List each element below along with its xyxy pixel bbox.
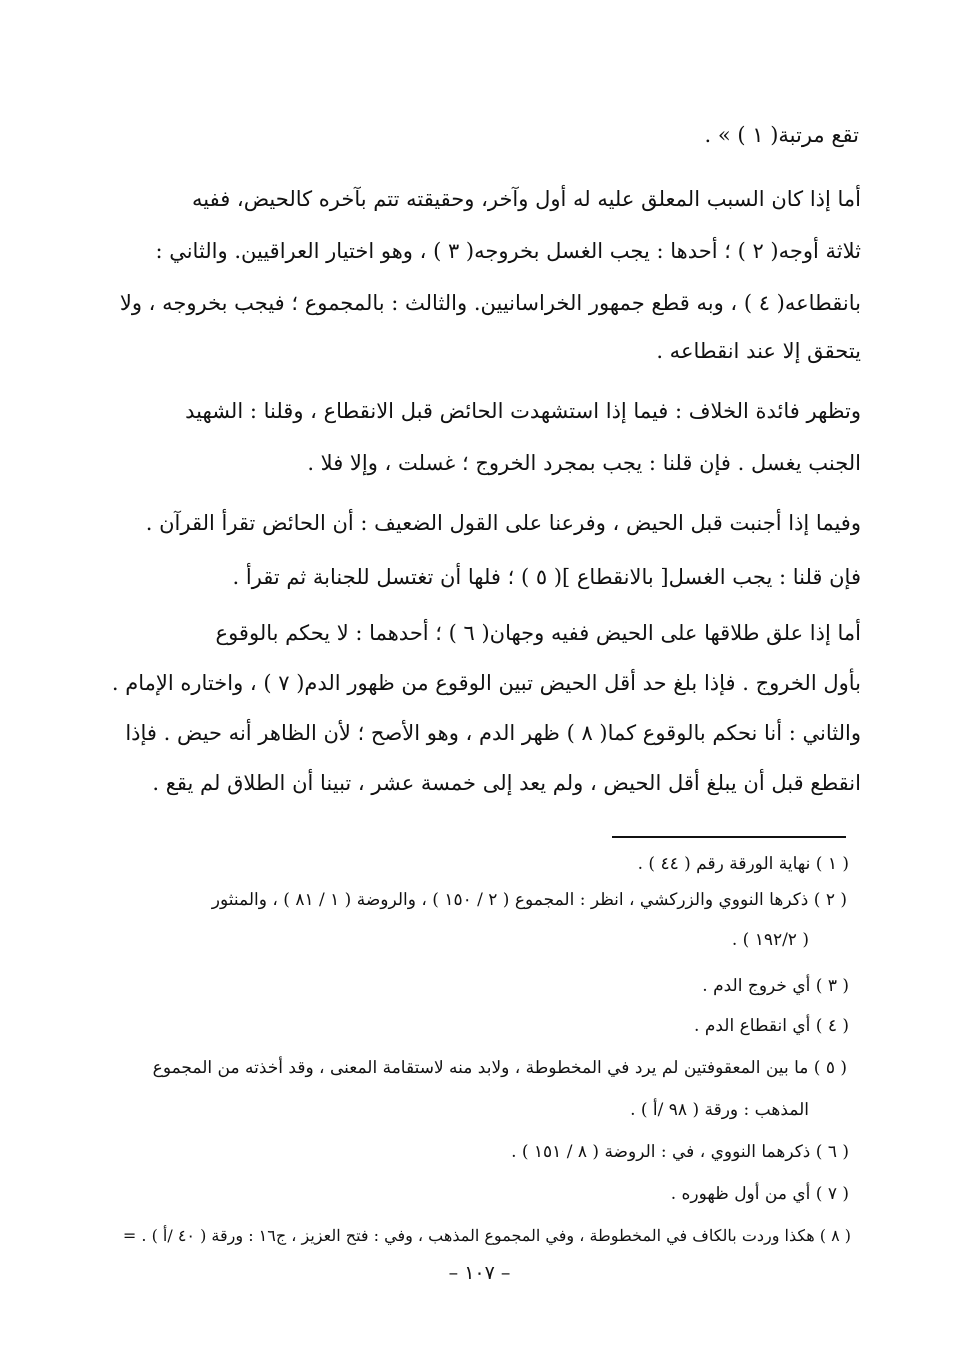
body-line: فإن قلنا : يجب الغسل[ بالانقطاع ]( ٥ ) ؛ فلها أن تغتسل للجنابة ثم تقرأ . [232, 565, 861, 589]
footnote-line: ( ١ ) نهاية الورقة رقم ( ٤٤ ) . [637, 854, 849, 874]
footnote-separator [612, 836, 846, 838]
body-line: بأول الخروج . فإذا بلغ حد أقل الحيض تبين الوقوع من ظهور الدم( ٧ ) ، واختاره الإمام . [111, 671, 861, 695]
body-line: أما إذا علق طلاقها على الحيض ففيه وجهان( ٦ ) ؛ أحدهما : لا يحكم بالوقوع [215, 621, 861, 645]
body-line: وفيما إذا أجنبت قبل الحيض ، وفرعنا على القول الضعيف : أن الحائض تقرأ القرآن . [145, 511, 861, 535]
footnote-line: ( ٢ ) ذكرها النووي والزركشي ، انظر : المجموع ( ٢ / ١٥٠ ) ، والروضة ( ١ / ٨١ ) ، والمنثور [211, 890, 847, 910]
body-line: يتحقق إلا عند انقطاعه . [656, 339, 861, 363]
body-line: ثلاثة أوجه( ٢ ) ؛ أحدها : يجب الغسل بخروجه( ٣ ) ، وهو اختيار العراقيين. والثاني : [155, 239, 861, 263]
page-number: – ١٠٧ – [448, 1262, 511, 1284]
body-line: والثاني : أنا نحكم بالوقوع كما( ٨ ) ظهر الدم ، وهو الأصح ؛ لأن الظاهر أنه حيض . فإذا [125, 721, 861, 745]
footnote-line: ( ٦ ) ذكرهما النووي ، في : الروضة ( ٨ / ١٥١ ) . [511, 1142, 849, 1162]
body-line: تقع مرتبة( ١ ) » . [704, 123, 859, 147]
footnote-line: المذهب : ورقة ( ٩٨ /أ ) . [630, 1100, 809, 1120]
body-line: أما إذا كان السبب المعلق عليه له أول وآخر، وحقيقته تتم بآخره كالحيض، ففيه [191, 187, 861, 211]
footnote-line: ( ٨ ) هكذا وردت بالكاف في المخطوطة ، وفي المجموع المذهب ، وفي : فتح العزيز ، ج١٦ : ورقة ( ٤٠ /أ ) . = [122, 1226, 851, 1245]
footnote-line: ( ٧ ) أي من أول ظهوره . [670, 1184, 849, 1204]
body-line: الجنب يغسل . فإن قلنا : يجب بمجرد الخروج ؛ غسلت ، وإلا فلا . [307, 451, 861, 475]
footnote-line: ( ١٩٢/٢ ) . [731, 930, 809, 950]
footnote-line: ( ٤ ) أي انقطاع الدم . [694, 1016, 849, 1036]
body-line: بانقطاعه( ٤ ) ، وبه قطع جمهور الخراسانيين. والثالث : بالمجموع ؛ فيجب بخروجه ، ولا [119, 291, 861, 315]
footnote-line: ( ٥ ) ما بين المعقوفتين لم يرد في المخطوطة ، ولابد منه لاستقامة المعنى ، وقد أخذته من المجموع [152, 1058, 847, 1078]
body-line: وتظهر فائدة الخلاف : فيما إذا استشهدت الحائض قبل الانقطاع ، وقلنا : الشهيد [185, 399, 861, 423]
body-line: انقطع قبل أن يبلغ أقل الحيض ، ولم يعد إلى خمسة عشر ، تبينا أن الطلاق لم يقع . [152, 771, 861, 795]
footnote-line: ( ٣ ) أي خروج الدم . [702, 976, 849, 996]
